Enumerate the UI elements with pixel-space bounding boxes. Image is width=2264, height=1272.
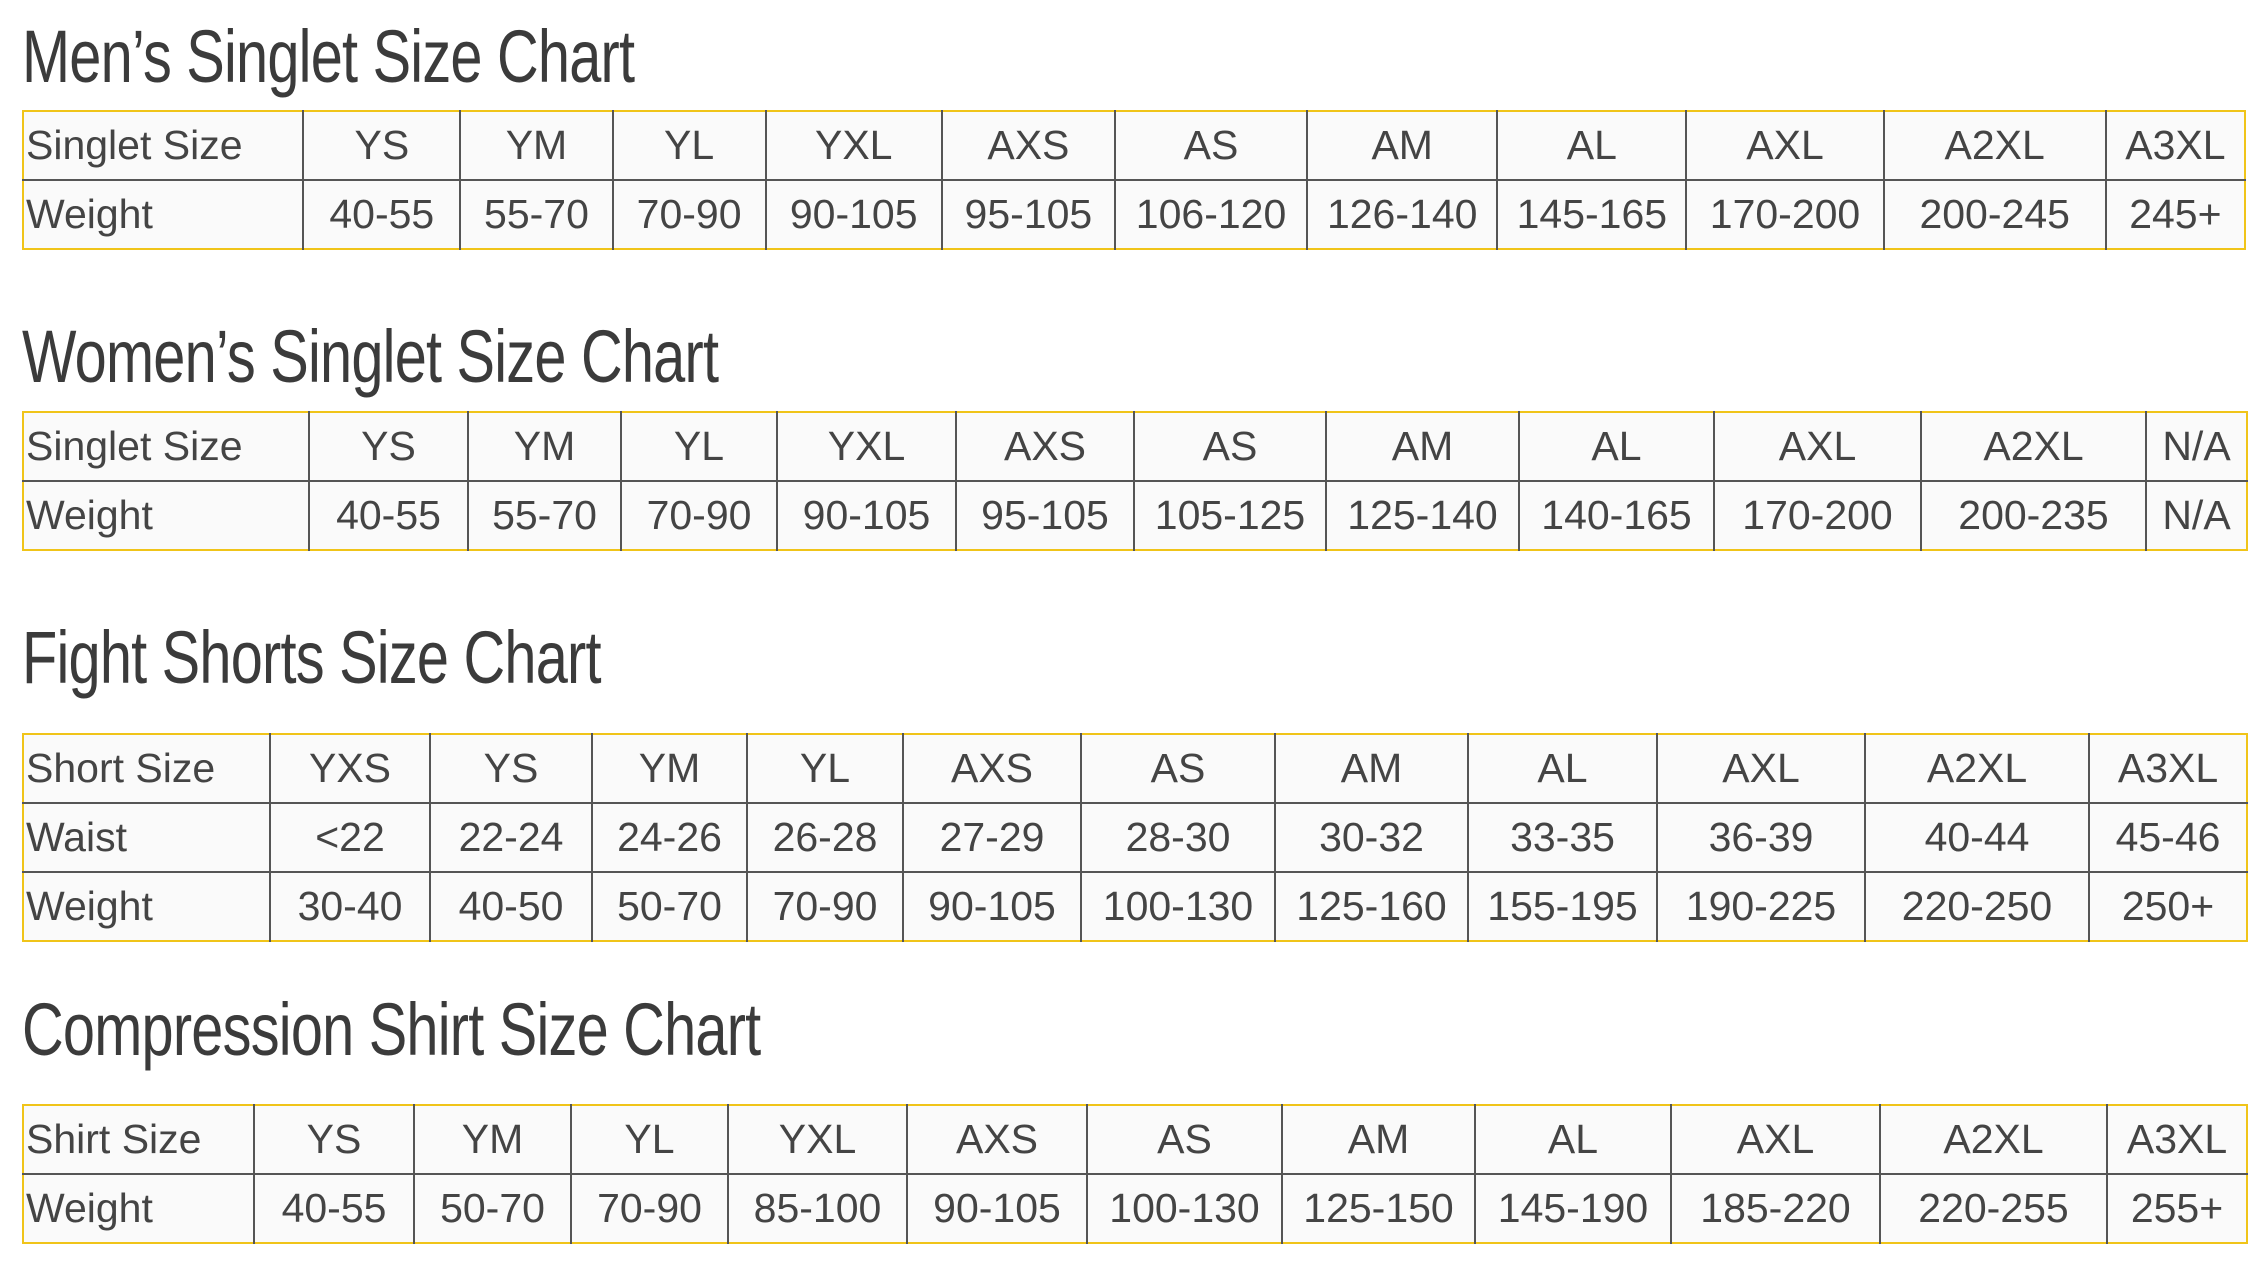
size-cell: YM	[468, 412, 621, 481]
value-cell: 106-120	[1115, 180, 1307, 249]
size-cell: AXL	[1714, 412, 1921, 481]
size-cell: AXS	[907, 1105, 1087, 1174]
value-cell: 220-250	[1865, 872, 2089, 941]
size-cell: YM	[460, 111, 612, 180]
size-cell: YS	[254, 1105, 414, 1174]
value-cell: 70-90	[747, 872, 903, 941]
size-cell: A2XL	[1921, 412, 2146, 481]
value-cell: 85-100	[728, 1174, 907, 1243]
womens-singlet-table	[22, 411, 2248, 551]
table-row	[23, 412, 2247, 481]
value-cell: 125-160	[1275, 872, 1468, 941]
value-cell: 100-130	[1081, 872, 1275, 941]
value-cell: 28-30	[1081, 803, 1275, 872]
value-cell: 105-125	[1134, 481, 1326, 550]
value-cell: 40-50	[430, 872, 592, 941]
size-cell: A3XL	[2106, 111, 2245, 180]
row-label: Shirt Size	[23, 1105, 254, 1174]
size-cell: YXL	[766, 111, 942, 180]
size-cell: YL	[571, 1105, 728, 1174]
size-cell: YXL	[777, 412, 956, 481]
value-cell: 26-28	[747, 803, 903, 872]
table-row	[23, 1105, 2247, 1174]
size-cell: A2XL	[1865, 734, 2089, 803]
value-cell: 30-32	[1275, 803, 1468, 872]
size-cell: YL	[613, 111, 766, 180]
size-cell: YL	[747, 734, 903, 803]
compression-shirt-table	[22, 1104, 2248, 1244]
value-cell: 24-26	[592, 803, 747, 872]
value-cell: 100-130	[1087, 1174, 1282, 1243]
row-label: Singlet Size	[23, 111, 303, 180]
value-cell: <22	[270, 803, 430, 872]
row-label: Weight	[26, 492, 153, 538]
value-cell: 95-105	[956, 481, 1134, 550]
value-cell: 70-90	[621, 481, 777, 550]
womens-singlet-title: Women’s Singlet Size Chart	[22, 315, 719, 398]
compression-shirt-title: Compression Shirt Size Chart	[22, 988, 761, 1071]
value-cell: 50-70	[592, 872, 747, 941]
value-cell: 55-70	[468, 481, 621, 550]
value-cell: 36-39	[1657, 803, 1865, 872]
value-cell: 90-105	[777, 481, 956, 550]
value-cell: 125-150	[1282, 1174, 1475, 1243]
size-cell: YM	[592, 734, 747, 803]
size-cell: YM	[414, 1105, 571, 1174]
value-cell: 200-235	[1921, 481, 2146, 550]
value-cell: 70-90	[571, 1174, 728, 1243]
value-cell: 145-190	[1475, 1174, 1671, 1243]
value-cell: 40-55	[303, 180, 460, 249]
size-cell: AS	[1087, 1105, 1282, 1174]
fight-shorts-table	[22, 733, 2248, 942]
row-label: Weight	[26, 883, 153, 929]
size-cell: YS	[303, 111, 460, 180]
size-cell: YXL	[728, 1105, 907, 1174]
size-cell: AS	[1134, 412, 1326, 481]
value-cell: 90-105	[766, 180, 942, 249]
value-cell: 170-200	[1714, 481, 1921, 550]
value-cell: 90-105	[907, 1174, 1087, 1243]
size-cell: AL	[1475, 1105, 1671, 1174]
value-cell: 155-195	[1468, 872, 1657, 941]
size-cell: AS	[1115, 111, 1307, 180]
fight-shorts-title: Fight Shorts Size Chart	[22, 616, 601, 699]
row-label: Weight	[26, 191, 153, 237]
value-cell: 40-55	[309, 481, 468, 550]
value-cell: 255+	[2107, 1174, 2247, 1243]
size-cell: YS	[430, 734, 592, 803]
value-cell: 95-105	[942, 180, 1115, 249]
size-cell: AM	[1326, 412, 1519, 481]
table-row	[23, 1174, 2247, 1243]
row-label: Weight	[26, 1185, 153, 1231]
value-cell: 40-55	[254, 1174, 414, 1243]
size-cell: A2XL	[1880, 1105, 2107, 1174]
size-cell: A2XL	[1884, 111, 2106, 180]
value-cell: 45-46	[2089, 803, 2247, 872]
table-row	[23, 481, 2247, 550]
size-cell: AXL	[1686, 111, 1883, 180]
value-cell: 70-90	[613, 180, 766, 249]
value-cell: 145-165	[1497, 180, 1686, 249]
value-cell: 126-140	[1307, 180, 1497, 249]
value-cell: 22-24	[430, 803, 592, 872]
value-cell: 90-105	[903, 872, 1081, 941]
size-cell: AXS	[903, 734, 1081, 803]
size-cell: AXL	[1657, 734, 1865, 803]
table-row	[23, 111, 2245, 180]
value-cell: 220-255	[1880, 1174, 2107, 1243]
size-cell: AL	[1468, 734, 1657, 803]
size-cell: AS	[1081, 734, 1275, 803]
row-label: Singlet Size	[23, 412, 309, 481]
size-cell: YXS	[270, 734, 430, 803]
value-cell: 125-140	[1326, 481, 1519, 550]
mens-singlet-title: Men’s Singlet Size Chart	[22, 15, 635, 98]
size-cell: AL	[1497, 111, 1686, 180]
size-cell: AXL	[1671, 1105, 1880, 1174]
size-cell: AL	[1519, 412, 1714, 481]
table-row	[23, 803, 2247, 872]
value-cell: 50-70	[414, 1174, 571, 1243]
size-cell: A3XL	[2107, 1105, 2247, 1174]
size-cell: AM	[1307, 111, 1497, 180]
size-cell: YL	[621, 412, 777, 481]
table-row	[23, 180, 2245, 249]
table-row	[23, 872, 2247, 941]
table-row	[23, 734, 2247, 803]
size-cell: N/A	[2146, 412, 2247, 481]
size-cell: AXS	[956, 412, 1134, 481]
value-cell: 200-245	[1884, 180, 2106, 249]
mens-singlet-table	[22, 110, 2246, 250]
value-cell: 250+	[2089, 872, 2247, 941]
size-cell: A3XL	[2089, 734, 2247, 803]
value-cell: 140-165	[1519, 481, 1714, 550]
value-cell: 55-70	[460, 180, 612, 249]
value-cell: 185-220	[1671, 1174, 1880, 1243]
row-label: Waist	[23, 803, 270, 872]
size-cell: AM	[1282, 1105, 1475, 1174]
value-cell: 170-200	[1686, 180, 1883, 249]
value-cell: 190-225	[1657, 872, 1865, 941]
value-cell: 40-44	[1865, 803, 2089, 872]
row-label: Short Size	[23, 734, 270, 803]
value-cell: 30-40	[270, 872, 430, 941]
size-cell: YS	[309, 412, 468, 481]
value-cell: N/A	[2146, 481, 2247, 550]
value-cell: 245+	[2106, 180, 2245, 249]
size-cell: AM	[1275, 734, 1468, 803]
value-cell: 27-29	[903, 803, 1081, 872]
size-cell: AXS	[942, 111, 1115, 180]
value-cell: 33-35	[1468, 803, 1657, 872]
